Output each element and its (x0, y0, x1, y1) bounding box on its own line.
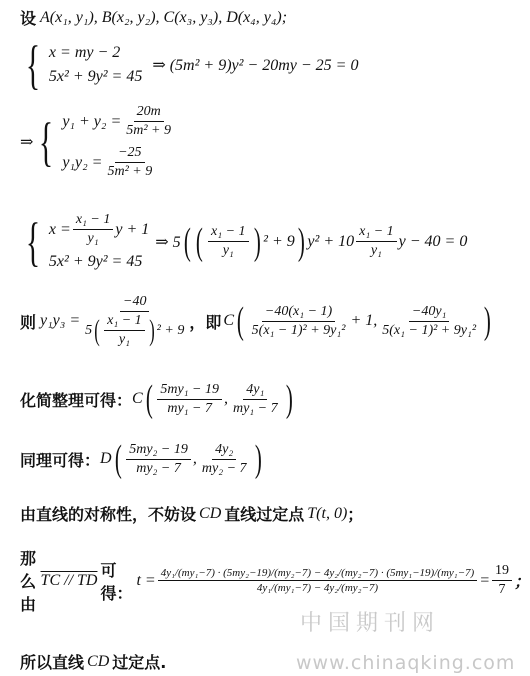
result-num: 19 (492, 563, 512, 581)
math-points: A(x₁, y₁), B(x₂, y₂), C(x₃, y₃), D(x₄, y₄); (40, 8, 288, 26)
watermark-logo: 中国期刊网 (300, 611, 441, 636)
inner-num: x₁ − 1 (208, 224, 249, 242)
prod-num: −25 (115, 145, 144, 163)
text-she: 设 (20, 9, 37, 28)
point-d: D (100, 450, 112, 467)
plus-one: + 1, (350, 312, 378, 329)
line-parallel (20, 546, 530, 615)
den-pre: 5 (85, 322, 93, 338)
quadratic-result: ⇒ (5m² + 9)y² − 20my − 25 = 0 (152, 57, 359, 74)
t-expression (136, 563, 530, 598)
text-so: 所以直线 (20, 653, 85, 672)
brace-symbol: { (39, 112, 54, 172)
y1y3-lhs: y₁y₃ = (40, 312, 81, 329)
line-y1y3 (20, 294, 494, 348)
semicolon2: ； (513, 572, 530, 591)
eq-ellipse: 5x² + 9y² = 45 (48, 68, 143, 85)
c-x-num: −40(x₁ − 1) (262, 304, 335, 322)
line-system1 (20, 35, 359, 95)
x-lhs: x = (48, 220, 71, 238)
eq-line: x = my − 2 (48, 44, 121, 61)
brace-symbol: { (25, 35, 41, 95)
d-y-num: 4y₂ (212, 442, 236, 460)
c2-x-den: my₁ − 7 (167, 400, 212, 416)
inner-num2: x₁ − 1 (356, 224, 397, 242)
vieta-system (62, 104, 176, 180)
sum-den: 5m² + 9 (126, 123, 172, 138)
line-cd: CD (199, 504, 222, 522)
arrow-five: ⇒ 5 (155, 233, 181, 251)
frac-den: y₁ (87, 231, 99, 246)
c-y-num: −40y₁ (409, 304, 450, 322)
point-c2: C (132, 390, 143, 407)
x-tail: y + 1 (115, 220, 150, 238)
semicolon: ； (347, 505, 364, 524)
inner-den: y₁ (222, 243, 234, 258)
den-inner-den: y₁ (118, 332, 130, 347)
end-term: y − 40 = 0 (398, 232, 468, 250)
text-symmetry: 由直线的对称性，不妨设 (20, 505, 197, 524)
c2-x-num: 5my₁ − 19 (157, 382, 222, 400)
c2-y-num: 4y₁ (243, 382, 267, 400)
line-similarly (20, 440, 264, 478)
point-c-expr: C ( $\frac{\text{−40(x₁ − 1)}}{\text{5(x₁ − 1)² + 9y₁²}}$ + 1, $\frac{\text{−40y₁}}{\text{5(x₁ − 1)² + 9y₁²}}$ ) (223, 300, 491, 342)
sq-plus: ² + 9 (263, 232, 295, 250)
d-x-den: my₂ − 7 (136, 460, 181, 476)
prod-lhs: y₁y₂ = (62, 153, 103, 171)
t-lhs: t = (136, 571, 156, 589)
line-cd2: CD (87, 652, 110, 670)
sum-lhs: y₁ + y₂ = (62, 112, 122, 130)
inner-den2: y₁ (370, 243, 382, 258)
point-t: T(t, 0) (307, 504, 348, 522)
text-ze: 则 (20, 312, 37, 332)
line-vieta (20, 104, 176, 180)
line-symmetry (20, 502, 363, 525)
t-denominator: 4y₁/(my₁−7) − 4y₂/(my₂−7) (256, 582, 379, 594)
text-obtain: 可得： (100, 560, 133, 603)
text-then: 那么由 (20, 549, 37, 614)
c-simplified: C ( $\frac{\text{5my₁ − 19}}{\text{my₁ − 7}}$ , $\frac{\text{4y₁}}{\text{my₁ − 7}}$ ) (132, 378, 293, 420)
point-c: C (223, 312, 235, 329)
brace-symbol: { (25, 211, 41, 272)
den-inner-num: x₁ − 1 (104, 313, 145, 331)
vectors-parallel: TC // TD (40, 571, 98, 589)
den-post: ² + 9 (156, 322, 185, 338)
text-fixed-point: 直线过定点 (224, 505, 305, 524)
line-system2 (20, 212, 467, 271)
line-points (20, 6, 287, 29)
text-simplify: 化简整理可得： (20, 390, 133, 410)
y1y3-expr: y₁y₃ = −40 5 ( $\frac{\text{x₁ − 1}}{\text{y₁}}$ ) ² + 9 (40, 294, 185, 347)
c-y-den: 5(x₁ − 1)² + 9y₁² (382, 322, 477, 338)
text-similarly: 同理可得： (20, 450, 101, 470)
prod-den: 5m² + 9 (107, 164, 153, 179)
text-passes: 过定点. (112, 653, 167, 672)
eq-ellipse2: 5x² + 9y² = 45 (48, 253, 143, 270)
sum-num: 20m (134, 104, 164, 122)
c2-y-den: my₁ − 7 (232, 400, 278, 416)
watermark-url: www.chinaqking.com (296, 652, 516, 674)
t-numerator: 4y₁/(my₁−7) · (5my₂−19)/(my₂−7) − 4y₂/(my₂−7) · (5my₁−19)/(my₁−7) (158, 567, 477, 581)
line-conclusion (20, 650, 166, 673)
d-simplified: D ( $\frac{\text{5my₂ − 19}}{\text{my₂ − 7}}$ , $\frac{\text{4y₂}}{\text{my₂ − 7}}$ ) (100, 438, 262, 480)
mid-term: y² + 10 (307, 232, 355, 250)
system2 (49, 212, 149, 271)
system1 (49, 44, 142, 86)
quadratic2: ⇒ 5 ( ( $\frac{\text{x₁ − 1}}{\text{y₁}}$ ) ² + 9 ) y² + 10 $\frac{\text{x₁ − 1}}{\text{y₁}}$ y − 40 = 0 (155, 220, 468, 263)
d-y-den: my₂ − 7 (201, 460, 247, 476)
equals: = (479, 571, 490, 589)
d-x-num: 5my₂ − 19 (126, 442, 191, 460)
implies-arrow: ⇒ (20, 134, 34, 151)
line-simplify (20, 380, 295, 418)
text-ji: ，即 (189, 312, 222, 332)
y1y3-num: −40 (120, 294, 149, 312)
frac-num: x₁ − 1 (73, 212, 114, 230)
result-den: 7 (498, 582, 506, 597)
c-x-den: 5(x₁ − 1)² + 9y₁² (251, 322, 346, 338)
